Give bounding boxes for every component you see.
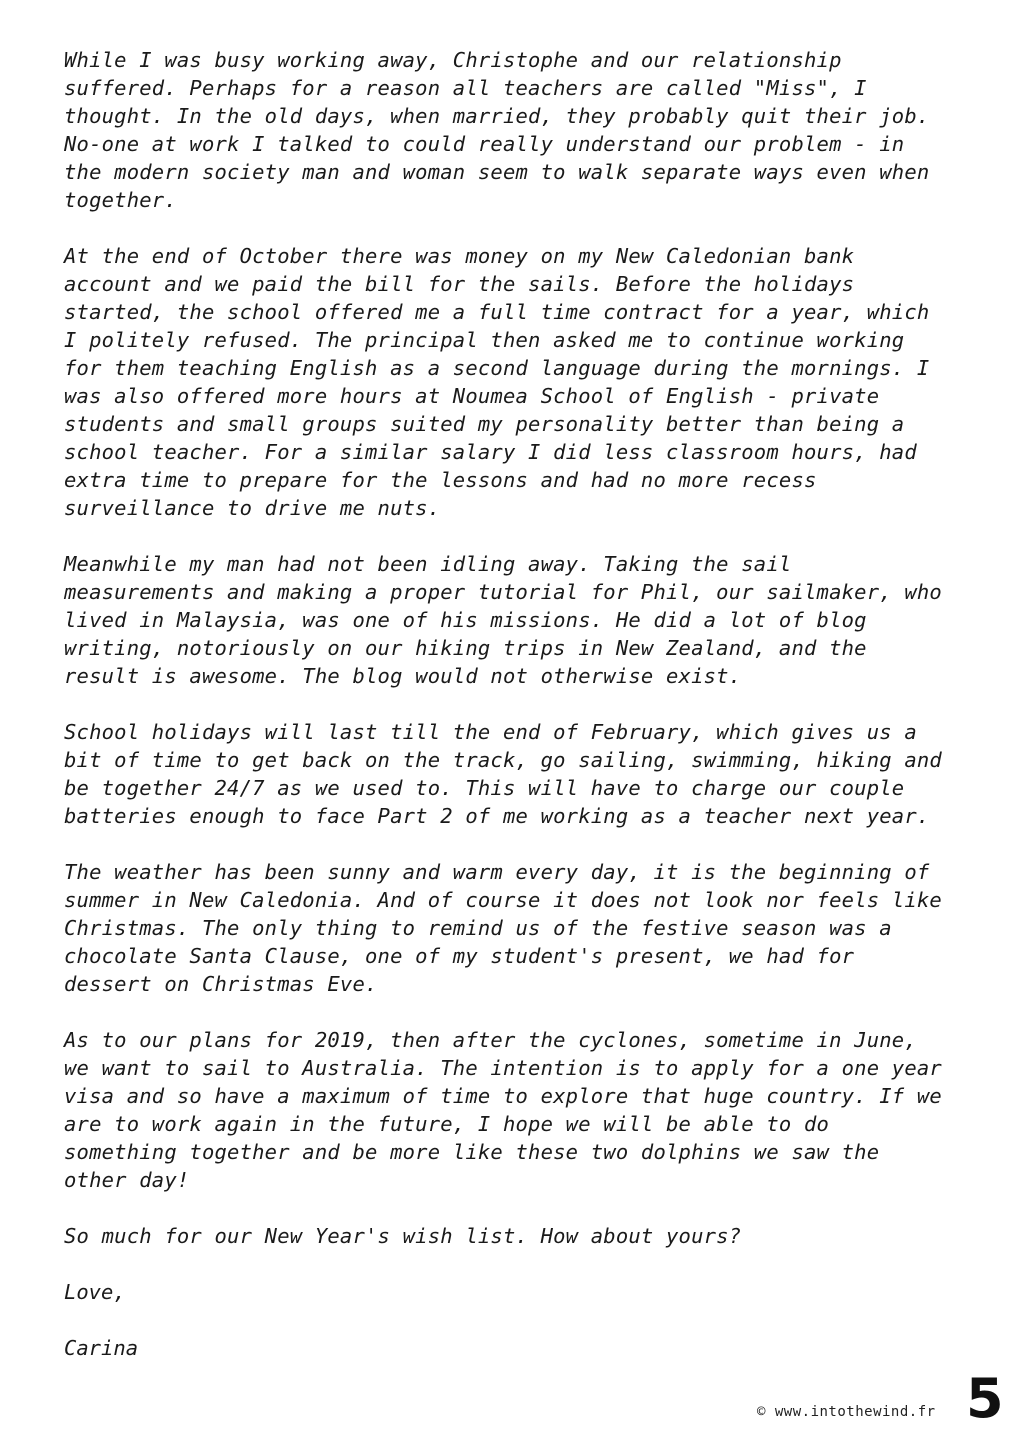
closing: Love, bbox=[64, 1280, 126, 1304]
page-number: 5 bbox=[966, 1367, 1004, 1430]
paragraph-holidays: School holidays will last till the end of February, which gives us a bit of time to get back on the track, go sailing, swimming, hiking and be together 24/7 as we used to. This will have to charge our couple batteries enough to face Part 2 of me working as a teacher next year. bbox=[64, 720, 942, 828]
paragraph-work: At the end of October there was money on my New Caledonian bank account and we paid the bill for the sails. Before the holidays started, the school offered me a full time contract for a year, which I politely refused. The principal then asked me to continue working for them teaching English as a second language during the mornings. I was also offered more hours at Noumea School of English - private students and small groups suited my personality better than being a school teacher. For a similar salary I did less classroom hours, had extra time to prepare for the lessons and had no more recess surveillance to drive me nuts. bbox=[64, 244, 930, 520]
paragraph-plans: As to our plans for 2019, then after the cyclones, sometime in June, we want to sail to Australia. The intention is to apply for a one year visa and so have a maximum of time to explore that huge country. If we are to work again in the future, I hope we will be able to do something together and be more like these two dolphins we saw the other day! bbox=[64, 1028, 942, 1192]
paragraph-sails-blog: Meanwhile my man had not been idling away. Taking the sail measurements and making a proper tutorial for Phil, our sailmaker, who lived in Malaysia, was one of his missions. He did a lot of blog writing, notoriously on our hiking trips in New Zealand, and the result is awesome. The blog would not otherwise exist. bbox=[64, 552, 942, 688]
copyright-footer: © www.intothewind.fr bbox=[757, 1404, 936, 1420]
letter-body bbox=[64, 46, 944, 1390]
paragraph-weather: The weather has been sunny and warm every day, it is the beginning of summer in New Caledonia. And of course it does not look nor feels like Christmas. The only thing to remind us of the festive season was a chocolate Santa Clause, one of my student's present, we had for dessert on Christmas Eve. bbox=[64, 860, 942, 996]
signature: Carina bbox=[64, 1336, 139, 1360]
paragraph-wish-list: So much for our New Year's wish list. How about yours? bbox=[64, 1224, 742, 1248]
paragraph-relationship: While I was busy working away, Christophe and our relationship suffered. Perhaps for a reason all teachers are called "Miss", I thought. In the old days, when married, they probably quit their job. No-one at work I talked to could really understand our problem - in the modern society man and woman seem to walk separate ways even when together. bbox=[64, 48, 930, 212]
